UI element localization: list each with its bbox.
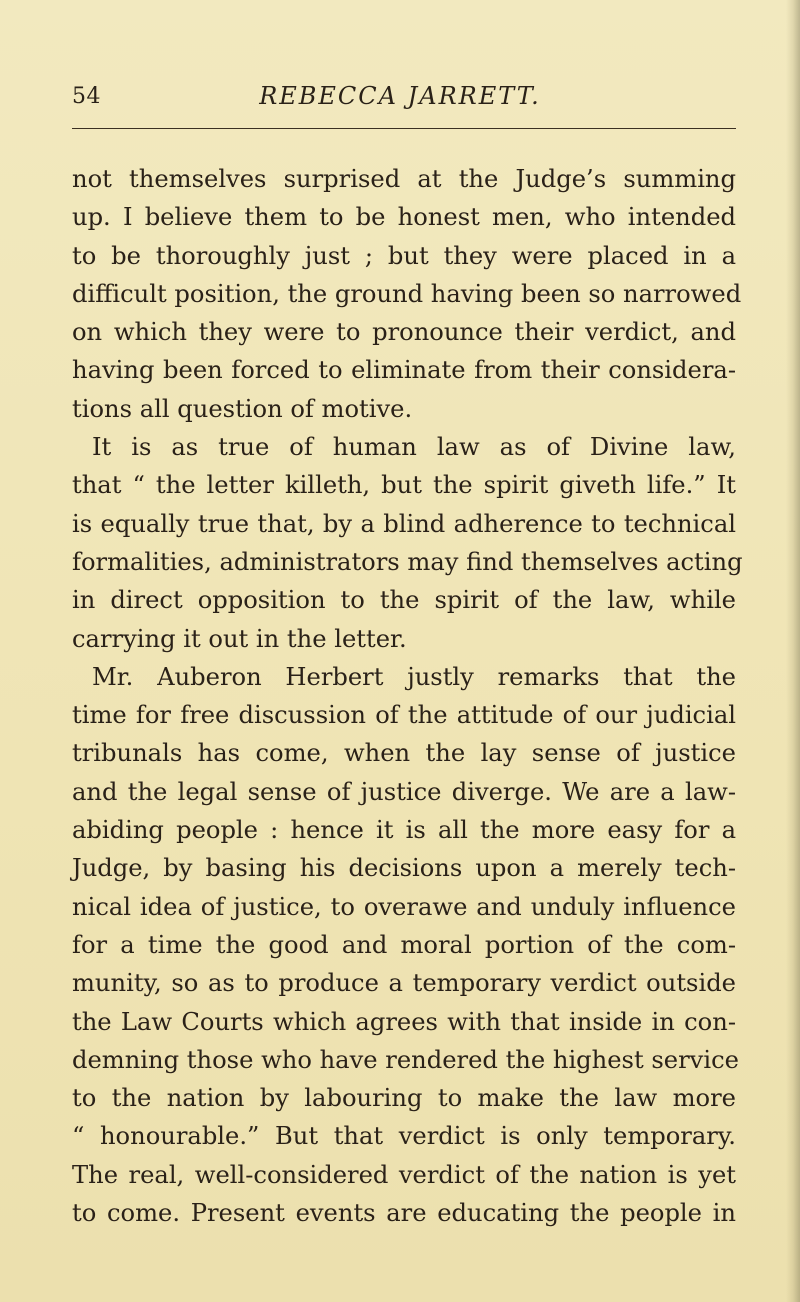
text-line: not themselves surprised at the Judge’s summing — [72, 165, 736, 193]
text-line: munity, so as to produce a temporary verdict outside — [72, 969, 736, 998]
text-line: up. I believe them to be honest men, who intended — [72, 203, 736, 232]
text-line: that “ the letter killeth, but the spirit giveth life.” It — [72, 471, 736, 500]
text-line: Mr. Auberon Herbert justly remarks that the — [92, 662, 736, 691]
text-line: the Law Courts which agrees with that inside in con- — [72, 1007, 736, 1036]
text-line: to come. Present events are educating the people in — [72, 1199, 736, 1228]
text-line: to be thoroughly just ; but they were placed in a — [72, 241, 736, 270]
text-line: It is as true of human law as of Divine law, — [92, 433, 736, 462]
text-line: abiding people : hence it is all the more easy for a — [72, 816, 736, 845]
text-line: having been forced to eliminate from their considera- — [72, 356, 736, 385]
text-line: and the legal sense of justice diverge. We are a law- — [72, 777, 736, 806]
text-line: nical idea of justice, to overawe and unduly influence — [72, 892, 736, 921]
text-line: in direct opposition to the spirit of the law, while — [72, 586, 736, 615]
body-text — [72, 160, 743, 1232]
text-line: carrying it out in the letter. — [72, 624, 407, 653]
page-number: 54 — [72, 84, 101, 109]
page-edge-shadow — [786, 0, 800, 1302]
text-line: “ honourable.” But that verdict is only temporary. — [72, 1122, 736, 1151]
text-line: The real, well-considered verdict of the nation is yet — [72, 1160, 736, 1189]
text-line: demning those who have rendered the highest service — [72, 1045, 739, 1074]
text-line: for a time the good and moral portion of the com- — [72, 930, 736, 959]
header-rule — [72, 128, 736, 129]
running-title: REBECCA JARRETT. — [259, 82, 541, 110]
text-line: difficult position, the ground having been so narrowed — [72, 279, 742, 308]
text-line: on which they were to pronounce their verdict, and — [72, 318, 736, 347]
text-line: is equally true that, by a blind adherence to technical — [72, 509, 736, 538]
text-line: tribunals has come, when the lay sense of justice — [72, 739, 736, 768]
text-line: to the nation by labouring to make the law more — [72, 1084, 736, 1113]
text-line: time for free discussion of the attitude of our judicial — [72, 701, 736, 730]
text-line: formalities, administrators may find themselves acting — [72, 547, 743, 576]
text-line: tions all question of motive. — [72, 394, 413, 423]
text-line: Judge, by basing his decisions upon a merely tech- — [72, 854, 736, 883]
